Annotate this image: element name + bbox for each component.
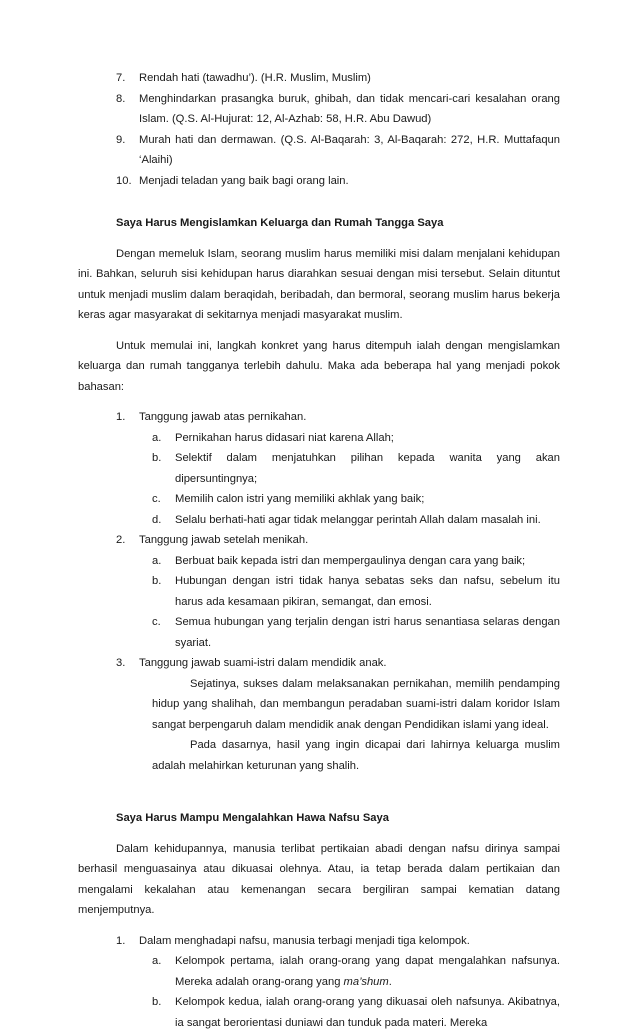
list-text: Tanggung jawab setelah menikah. [139, 534, 309, 546]
list-text: Rendah hati (tawadhu’). (H.R. Muslim, Muslim) [139, 72, 371, 84]
list-item [116, 171, 560, 192]
paragraph: Dengan memeluk Islam, seorang muslim harus memiliki misi dalam menjalani kehidupan ini. Bahkan, seluruh sisi kehidupan harus diarahkan sesuai dengan misi tersebut. Selain dituntut untuk menjadi muslim dalam beraqidah, beribadah, dan bermoral, seorang muslim harus bekerja keras agar masyarakat di sekitarnya menjadi masyarakat muslim. [78, 247, 560, 321]
sub-list-letter: b. [152, 452, 162, 464]
list-item [116, 407, 560, 428]
list-item [116, 530, 560, 551]
sub-list-text: Selalu berhati-hati agar tidak melanggar perintah Allah dalam masalah ini. [175, 513, 541, 526]
sub-paragraph: Pada dasarnya, hasil yang ingin dicapai dari lahirnya keluarga muslim adalah melahirkan keturunan yang shalih. [152, 739, 560, 772]
sub-list-letter: b. [152, 996, 162, 1008]
list-item [116, 89, 560, 130]
sub-list-text: Semua hubungan yang terjalin dengan istri harus senantiasa selaras dengan syariat. [175, 616, 560, 649]
paragraph: Dalam kehidupannya, manusia terlibat pertikaian abadi dengan nafsu dirinya sampai berhasil menguasainya atau dikuasai olehnya. Atau, ia tetap berada dalam pertikaian dan mengalami kekalahan atau kemenangan secara bergiliran sampai kematian datang menjemputnya. [78, 842, 560, 916]
sub-list-text: Pernikahan harus didasari niat karena Allah; [175, 431, 394, 444]
sub-list-letter: c. [152, 493, 161, 505]
italic-term: ma’shum [343, 975, 389, 988]
sub-list-text-main: Kelompok pertama, ialah orang-orang yang dapat mengalahkan nafsunya. Mereka adalah orang-orang yang [175, 955, 560, 988]
list-number: 3. [116, 657, 126, 669]
list-text: Menghindarkan prasangka buruk, ghibah, dan tidak mencari-cari kesalahan orang Islam. (Q.S. Al-Hujurat: 12, Al-Azhab: 58, H.R. Abu Dawud) [139, 92, 560, 125]
sub-list-letter: c. [152, 616, 161, 628]
sub-list-item [152, 510, 560, 531]
list-text: Menjadi teladan yang baik bagi orang lain. [139, 174, 349, 187]
list-text: Dalam menghadapi nafsu, manusia terbagi menjadi tiga kelompok. [139, 934, 470, 947]
sub-list-letter: b. [152, 575, 162, 587]
sub-list-letter: a. [152, 554, 162, 567]
sub-list-item [152, 992, 560, 1033]
sub-list-item [152, 951, 560, 992]
list-text: Tanggung jawab atas pernikahan. [139, 411, 307, 423]
sub-list-item [152, 571, 560, 612]
sub-list-letter: d. [152, 513, 162, 526]
sub-list-text: Selektif dalam menjatuhkan pilihan kepada wanita yang akan dipersuntingnya; [175, 452, 560, 485]
section-heading: Saya Harus Mengislamkan Keluarga dan Rumah Tangga Saya [116, 217, 444, 229]
list-item [116, 68, 560, 89]
sub-list-text: Hubungan dengan istri tidak hanya sebatas seks dan nafsu, sebelum itu harus ada kesamaan pikiran, semangat, dan emosi. [175, 575, 560, 608]
sub-list-item [152, 489, 560, 510]
sub-list-item [152, 428, 560, 449]
paragraph: Untuk memulai ini, langkah konkret yang harus ditempuh ialah dengan mengislamkan keluarga dan rumah tangganya terlebih dahulu. Maka ada beberapa hal yang menjadi pokok bahasan: [78, 339, 560, 393]
list-number: 7. [116, 72, 126, 84]
sub-list-text: Kelompok kedua, ialah orang-orang yang dikuasai oleh nafsunya. Akibatnya, ia sangat berorientasi duniawi dan tunduk pada materi. Mereka [175, 996, 560, 1029]
list-item [116, 653, 560, 674]
list-number: 1. [116, 411, 126, 423]
sub-list-letter: a. [152, 431, 162, 444]
sub-list-letter: a. [152, 955, 162, 967]
sub-list-text [175, 951, 560, 992]
sub-paragraph: Sejatinya, sukses dalam melaksanakan pernikahan, memilih pendamping hidup yang shalihah, dan membangun peradaban suami-istri dalam koridor Islam sangat berpengaruh dalam mendidik anak dengan Pendidikan islami yang ideal. [152, 677, 560, 731]
list-item [116, 931, 560, 952]
sub-list-item [152, 612, 560, 653]
list-number: 9. [116, 133, 126, 146]
sub-list-text: Memilih calon istri yang memiliki akhlak yang baik; [175, 493, 425, 505]
list-number: 2. [116, 534, 126, 546]
sub-list-text: Berbuat baik kepada istri dan mempergaulinya dengan cara yang baik; [175, 554, 526, 567]
sub-list-text-end: . [388, 975, 392, 988]
list-number: 10. [116, 174, 132, 187]
document-body [78, 68, 560, 1033]
sub-list-item [152, 551, 560, 572]
list-number: 1. [116, 934, 126, 947]
list-item [116, 130, 560, 171]
list-number: 8. [116, 92, 126, 105]
list-text: Tanggung jawab suami-istri dalam mendidik anak. [139, 657, 387, 669]
section-heading: Saya Harus Mampu Mengalahkan Hawa Nafsu Saya [116, 812, 389, 824]
list-text: Murah hati dan dermawan. (Q.S. Al-Baqarah: 3, Al-Baqarah: 272, H.R. Muttafaqun ‘Alaihi) [139, 133, 560, 166]
sub-list-item [152, 448, 560, 489]
